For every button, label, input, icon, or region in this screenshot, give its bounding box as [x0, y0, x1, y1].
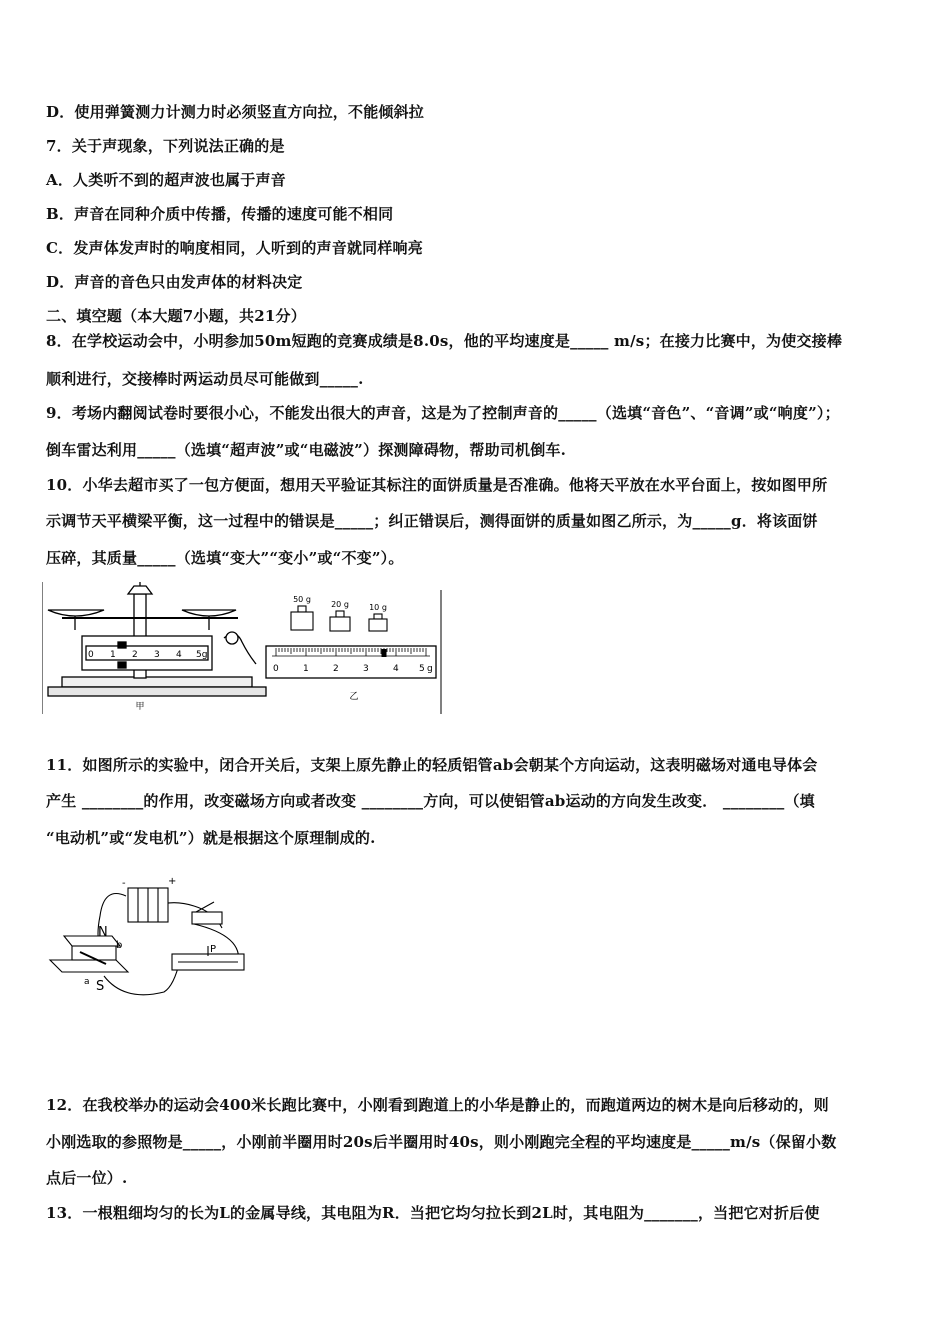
q12-line-2: 小刚选取的参照物是_____，小刚前半圈用时20s后半圈用时40s，则小刚跑完全程的平均速度是_____m/s（保留小数	[46, 1133, 837, 1151]
q7-option-a: A．人类听不到的超声波也属于声音	[46, 171, 286, 189]
switch	[192, 912, 222, 924]
fig-label-p: P	[210, 944, 217, 955]
rails-base	[50, 960, 128, 972]
q10-line-1: 10．小华去超市买了一包方便面，想用天平验证其标注的面饼质量是否准确。他将天平放在水平台面上，按如图甲所	[46, 476, 828, 494]
rider-scale	[266, 646, 436, 678]
balance-tick: 1	[110, 650, 116, 660]
weight-50g	[291, 612, 313, 630]
rider-tick: 1	[303, 664, 309, 674]
fig-label-minus: -	[122, 878, 126, 889]
weight-label: 20 g	[331, 600, 349, 609]
q13-line-1: 13．一根粗细均匀的长为L的金属导线，其电阻为R．当把它均匀拉长到2L时，其电阻为_______，当把它对折后使	[46, 1204, 820, 1222]
q11-line-2: 产生 ________的作用，改变磁场方向或者改变 ________方向，可以使铝管ab运动的方向发生改变． ________（填	[46, 792, 815, 810]
q7-option-d: D．声音的音色只由发声体的材料决定	[46, 273, 303, 291]
balance-tick: 0	[88, 650, 94, 660]
q11-line-3: “电动机”或“发电机”）就是根据这个原理制成的.	[46, 829, 376, 847]
section-heading: 二、填空题（本大题7小题，共21分）	[46, 307, 306, 325]
weights	[291, 595, 387, 631]
q11-line-1: 11．如图所示的实验中，闭合开关后，支架上原先静止的轻质铝管ab会朝某个方向运动，这表明磁场对通电导体会	[46, 756, 818, 774]
rider-tick: 2	[333, 664, 339, 674]
q10-line-2: 示调节天平横梁平衡，这一过程中的错误是_____；纠正错误后，测得面饼的质量如图乙所示，为_____g．将该面饼	[46, 512, 818, 530]
fig-label-b: b	[116, 940, 123, 951]
q8-line-2: 顺利进行，交接棒时两运动员尽可能做到_____.	[46, 370, 364, 388]
q8-line-1: 8．在学校运动会中，小明参加50m短跑的竞赛成绩是8.0s，他的平均速度是_____ m/s；在接力比赛中，为使交接棒	[46, 332, 843, 350]
fig-label-a: a	[84, 977, 90, 987]
balance-illustration	[48, 582, 266, 696]
q9-line-2: 倒车雷达利用_____（选填“超声波”或“电磁波”）探测障碍物，帮助司机倒车.	[46, 441, 567, 459]
balance-figure	[42, 582, 444, 714]
figure-label-a: 甲	[135, 702, 145, 712]
magnet-n	[64, 936, 120, 946]
balance-tick: 4	[176, 650, 182, 660]
rider-tick: 0	[273, 664, 279, 674]
rider-tick: g	[427, 664, 433, 674]
weight-label: 50 g	[293, 595, 311, 604]
weight-label: 10 g	[369, 603, 387, 612]
rider-tick: 3	[363, 664, 369, 674]
figure-label-b: 乙	[349, 692, 359, 702]
balance-tick: 5g	[196, 650, 208, 660]
rider-marker	[382, 649, 387, 657]
q7-stem: 7．关于声现象，下列说法正确的是	[46, 137, 285, 155]
q10-line-3: 压碎，其质量_____（选填“变大”“变小”或“不变”）。	[46, 549, 404, 567]
motor-experiment-figure	[44, 876, 254, 1004]
q9-line-1: 9．考场内翻阅试卷时要很小心，不能发出很大的声音，这是为了控制声音的_____（选填“音色”、“音调”或“响度”）；	[46, 404, 840, 422]
weight-10g	[369, 619, 387, 631]
q12-line-3: 点后一位）.	[46, 1169, 128, 1187]
fig-label-plus: +	[168, 876, 177, 887]
balance-tick: 2	[132, 650, 138, 660]
weight-20g	[330, 617, 350, 631]
rider-tick: 5	[419, 664, 425, 674]
fig-label-s: S	[96, 979, 105, 994]
rider-tick: 4	[393, 664, 399, 674]
fig-label-n: N	[98, 925, 108, 940]
q7-option-b: B．声音在同种介质中传播，传播的速度可能不相同	[46, 205, 394, 223]
q6-option-d: D．使用弹簧测力计测力时必须竖直方向拉，不能倾斜拉	[46, 103, 425, 121]
balance-tick: 3	[154, 650, 160, 660]
q7-option-c: C．发声体发声时的响度相同，人听到的声音就同样响亮	[46, 239, 423, 257]
q12-line-1: 12．在我校举办的运动会400米长跑比赛中，小刚看到跑道上的小华是静止的，而跑道两边的树木是向后移动的，则	[46, 1096, 829, 1114]
